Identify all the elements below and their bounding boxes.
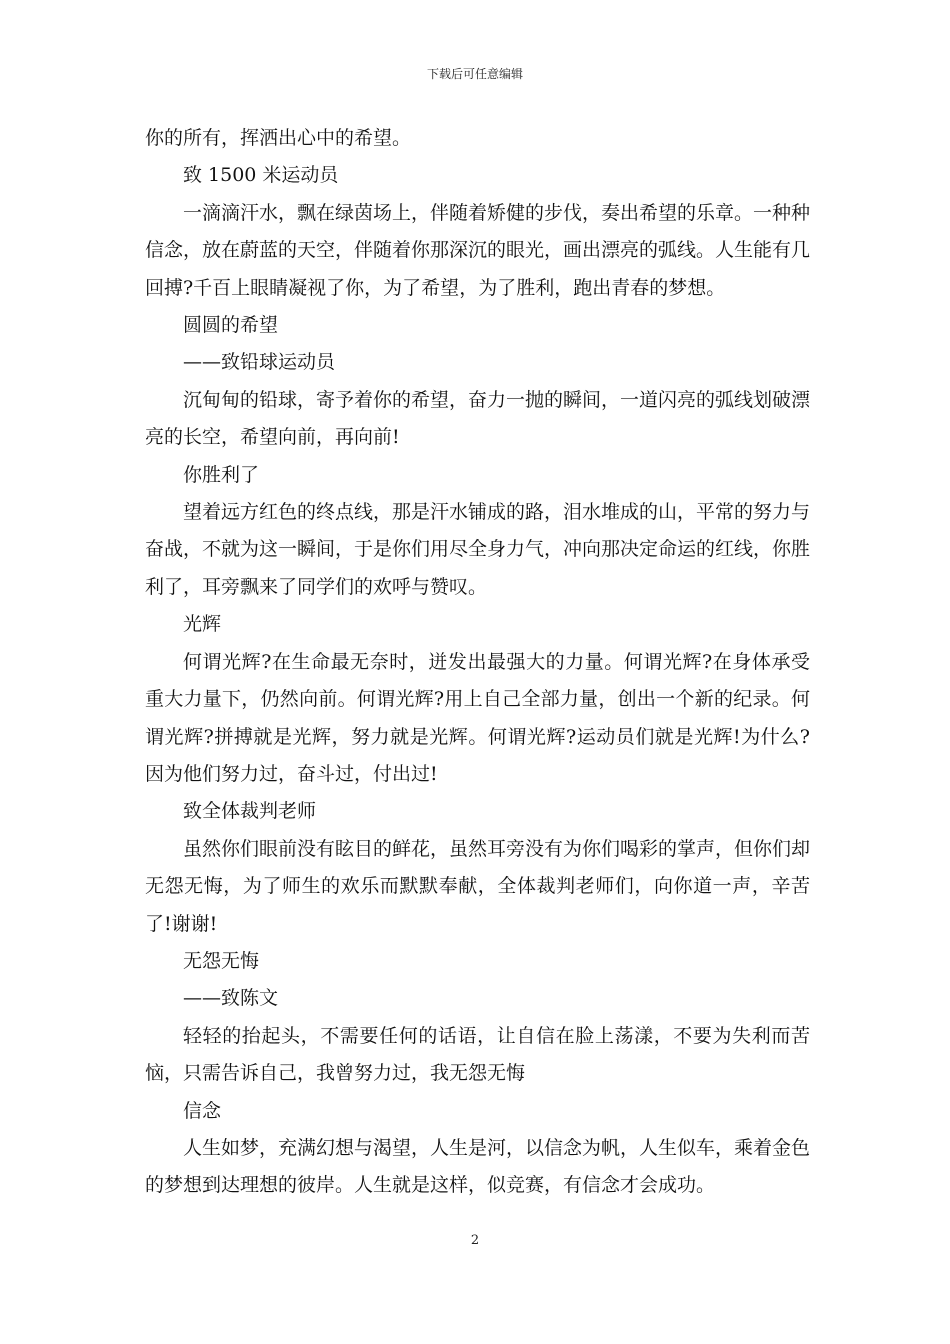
section-subtitle-no-regrets: ——致陈文 bbox=[183, 987, 279, 1010]
page-header: 下载后可任意编辑 bbox=[426, 67, 523, 81]
paragraph-referees: 虽然你们眼前没有眩目的鲜花，虽然耳旁没有为你们喝彩的掌声，但你们却无怨无悔，为了师生的欢乐而默默奉献，全体裁判老师们，向你道一声，辛苦了!谢谢! bbox=[145, 837, 811, 935]
page-number: 2 bbox=[470, 1233, 480, 1248]
paragraph-continuation: 你的所有，挥洒出心中的希望。 bbox=[145, 127, 412, 149]
paragraph-victory: 望着远方红色的终点线，那是汗水铺成的路，泪水堆成的山，平常的努力与奋战，不就为这一瞬间，于是你们用尽全身力气，冲向那决定命运的红线，你胜利了，耳旁飘来了同学们的欢呼与赞叹。 bbox=[145, 501, 811, 598]
section-title-no-regrets: 无怨无悔 bbox=[183, 949, 260, 972]
paragraph-1500m: 一滴滴汗水，飘在绿茵场上，伴随着矫健的步伐，奏出希望的乐章。一种种信念，放在蔚蓝的天空，伴随着你那深沉的眼光，画出漂亮的弧线。人生能有几回搏?千百上眼睛凝视了你，为了希望，为了胜利，跑出青春的梦想。 bbox=[145, 201, 811, 299]
section-title-shot-put: 圆圆的希望 bbox=[183, 314, 279, 337]
paragraph-shot-put: 沉甸甸的铅球，寄予着你的希望，奋力一抛的瞬间，一道闪亮的弧线划破漂亮的长空，希望向前，再向前! bbox=[145, 388, 811, 449]
section-title-1500m: 致 1500 米运动员 bbox=[183, 164, 339, 187]
section-title-glory: 光辉 bbox=[183, 613, 222, 636]
section-subtitle-shot-put: ——致铅球运动员 bbox=[183, 351, 336, 374]
document-body bbox=[145, 120, 810, 1205]
section-title-belief: 信念 bbox=[183, 1099, 222, 1122]
section-title-victory: 你胜利了 bbox=[183, 463, 260, 486]
section-title-referees: 致全体裁判老师 bbox=[183, 800, 317, 823]
paragraph-glory: 何谓光辉?在生命最无奈时，迸发出最强大的力量。何谓光辉?在身体承受重大力量下，仍然向前。何谓光辉?用上自己全部力量，创出一个新的纪录。何谓光辉?拼搏就是光辉，努力就是光辉。何谓光辉?运动员们就是光辉!为什么?因为他们努力过，奋斗过，付出过! bbox=[145, 650, 810, 785]
paragraph-no-regrets: 轻轻的抬起头，不需要任何的话语，让自信在脸上荡漾，不要为失利而苦恼，只需告诉自己，我曾努力过，我无怨无悔 bbox=[145, 1024, 810, 1085]
paragraph-belief: 人生如梦，充满幻想与渴望，人生是河，以信念为帆，人生似车，乘着金色的梦想到达理想的彼岸。人生就是这样，似竞赛，有信念才会成功。 bbox=[145, 1136, 811, 1197]
